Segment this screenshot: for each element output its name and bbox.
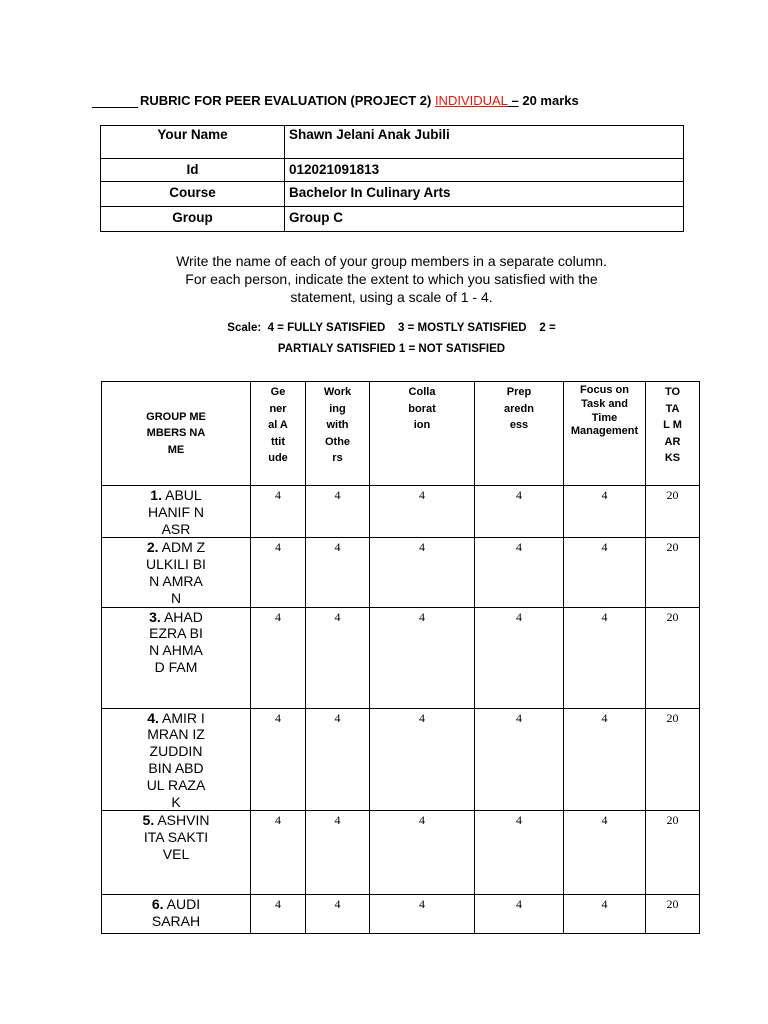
score-general: 4 xyxy=(251,895,306,934)
score-collab: 4 xyxy=(370,811,475,895)
instruction-line: Write the name of each of your group members in a separate column. xyxy=(176,253,607,269)
title-suffix: 20 marks xyxy=(518,93,579,108)
score-prepare: 4 xyxy=(475,607,564,708)
header-text: General Attitude xyxy=(268,386,288,464)
scale-legend xyxy=(100,318,683,360)
member-name xyxy=(146,539,206,606)
score-focus: 4 xyxy=(564,486,646,538)
header-total-marks xyxy=(646,382,700,486)
info-label: Id xyxy=(101,159,285,182)
scale-line: PARTIALY SATISFIED 1 = NOT SATISFIED xyxy=(277,343,506,355)
score-collab: 4 xyxy=(370,486,475,538)
score-working: 4 xyxy=(306,895,370,934)
member-name-text: ABUL HANIF NASR xyxy=(148,487,204,537)
score-collab: 4 xyxy=(370,607,475,708)
header-text: Working with Others xyxy=(323,386,352,464)
score-general: 4 xyxy=(251,486,306,538)
header-text: TOTAL MARKS xyxy=(663,386,682,464)
instruction-line: statement, using a scale of 1 - 4. xyxy=(290,289,493,305)
score-collab: 4 xyxy=(370,708,475,811)
header-working-with-others xyxy=(306,382,370,486)
title-prefix: RUBRIC FOR PEER EVALUATION (PROJECT 2) xyxy=(140,93,435,108)
score-working: 4 xyxy=(306,538,370,607)
instructions xyxy=(100,252,683,306)
member-name xyxy=(145,710,207,811)
member-name-cell xyxy=(102,708,251,811)
info-label: Course xyxy=(101,182,285,207)
header-text: GROUP MEMBERS NAME xyxy=(146,410,206,456)
info-value: Bachelor In Culinary Arts xyxy=(285,182,684,207)
instruction-line: For each person, indicate the extent to which you satisfied with the xyxy=(185,271,598,287)
header-text: Focus on Task and Time Management xyxy=(570,384,639,438)
member-name-cell xyxy=(102,538,251,607)
info-value: Shawn Jelani Anak Jubili xyxy=(285,126,684,159)
table-row xyxy=(102,811,700,895)
member-number: 1. xyxy=(150,487,162,503)
score-prepare: 4 xyxy=(475,811,564,895)
score-focus: 4 xyxy=(564,811,646,895)
table-row xyxy=(102,607,700,708)
member-name-cell xyxy=(102,607,251,708)
score-total: 20 xyxy=(646,811,700,895)
member-number: 3. xyxy=(149,608,161,625)
score-focus: 4 xyxy=(564,538,646,607)
info-row xyxy=(101,207,684,232)
score-general: 4 xyxy=(251,538,306,607)
score-focus: 4 xyxy=(564,895,646,934)
member-name-cell xyxy=(102,811,251,895)
member-name-text: ASHVINITA SAKTIVEL xyxy=(143,812,210,862)
info-row xyxy=(101,126,684,159)
title-highlight: INDIVIDUAL xyxy=(434,93,508,108)
member-name-text: ADM ZULKILI BIN AMRAN xyxy=(146,539,206,606)
header-focus-on-task xyxy=(564,382,646,486)
header-text: Preparedness xyxy=(504,386,534,431)
info-row xyxy=(101,159,684,182)
member-name-text: AHAD EZRA BIN AHMAD FAM xyxy=(149,608,203,675)
score-prepare: 4 xyxy=(475,538,564,607)
score-focus: 4 xyxy=(564,607,646,708)
header-text: Collaboration xyxy=(408,386,436,431)
member-name xyxy=(145,487,207,537)
header-general-attitude xyxy=(251,382,306,486)
score-working: 4 xyxy=(306,486,370,538)
score-general: 4 xyxy=(251,811,306,895)
info-value: 012021091813 xyxy=(285,159,684,182)
score-general: 4 xyxy=(251,708,306,811)
member-number: 2. xyxy=(146,539,159,556)
info-label: Your Name xyxy=(101,126,285,159)
table-row xyxy=(102,895,700,934)
table-row xyxy=(102,486,700,538)
table-row xyxy=(102,708,700,811)
scale-line: Scale: 4 = FULLY SATISFIED 3 = MOSTLY SATISFIED 2 = xyxy=(227,322,556,334)
member-name-text: AMIR IMRAN IZZUDDIN BIN ABDUL RAZAK xyxy=(146,709,206,810)
member-name-cell xyxy=(102,895,251,934)
score-working: 4 xyxy=(306,607,370,708)
score-working: 4 xyxy=(306,811,370,895)
score-working: 4 xyxy=(306,708,370,811)
score-prepare: 4 xyxy=(475,486,564,538)
member-name xyxy=(141,812,211,862)
score-total: 20 xyxy=(646,607,700,708)
score-general: 4 xyxy=(251,607,306,708)
member-name xyxy=(147,896,205,930)
header-collaboration xyxy=(370,382,475,486)
document-title xyxy=(92,92,682,110)
info-value: Group C xyxy=(285,207,684,232)
header-group-members xyxy=(102,382,251,486)
title-underline xyxy=(92,107,138,108)
title-text xyxy=(140,93,579,108)
table-row xyxy=(102,538,700,607)
info-row xyxy=(101,182,684,207)
score-prepare: 4 xyxy=(475,708,564,811)
member-name xyxy=(146,609,206,676)
info-label: Group xyxy=(101,207,285,232)
peer-evaluation-table xyxy=(101,381,700,934)
score-total: 20 xyxy=(646,538,700,607)
score-total: 20 xyxy=(646,895,700,934)
title-dash: – xyxy=(507,93,519,108)
header-preparedness xyxy=(475,382,564,486)
score-total: 20 xyxy=(646,486,700,538)
score-collab: 4 xyxy=(370,895,475,934)
member-number: 4. xyxy=(147,709,159,726)
member-number: 6. xyxy=(151,896,164,913)
student-info-table xyxy=(100,125,684,232)
member-name-text: AUDI SARAH xyxy=(151,896,201,930)
member-name-cell xyxy=(102,486,251,538)
score-focus: 4 xyxy=(564,708,646,811)
score-total: 20 xyxy=(646,708,700,811)
score-prepare: 4 xyxy=(475,895,564,934)
score-collab: 4 xyxy=(370,538,475,607)
member-number: 5. xyxy=(142,812,155,829)
header-row xyxy=(102,382,700,486)
